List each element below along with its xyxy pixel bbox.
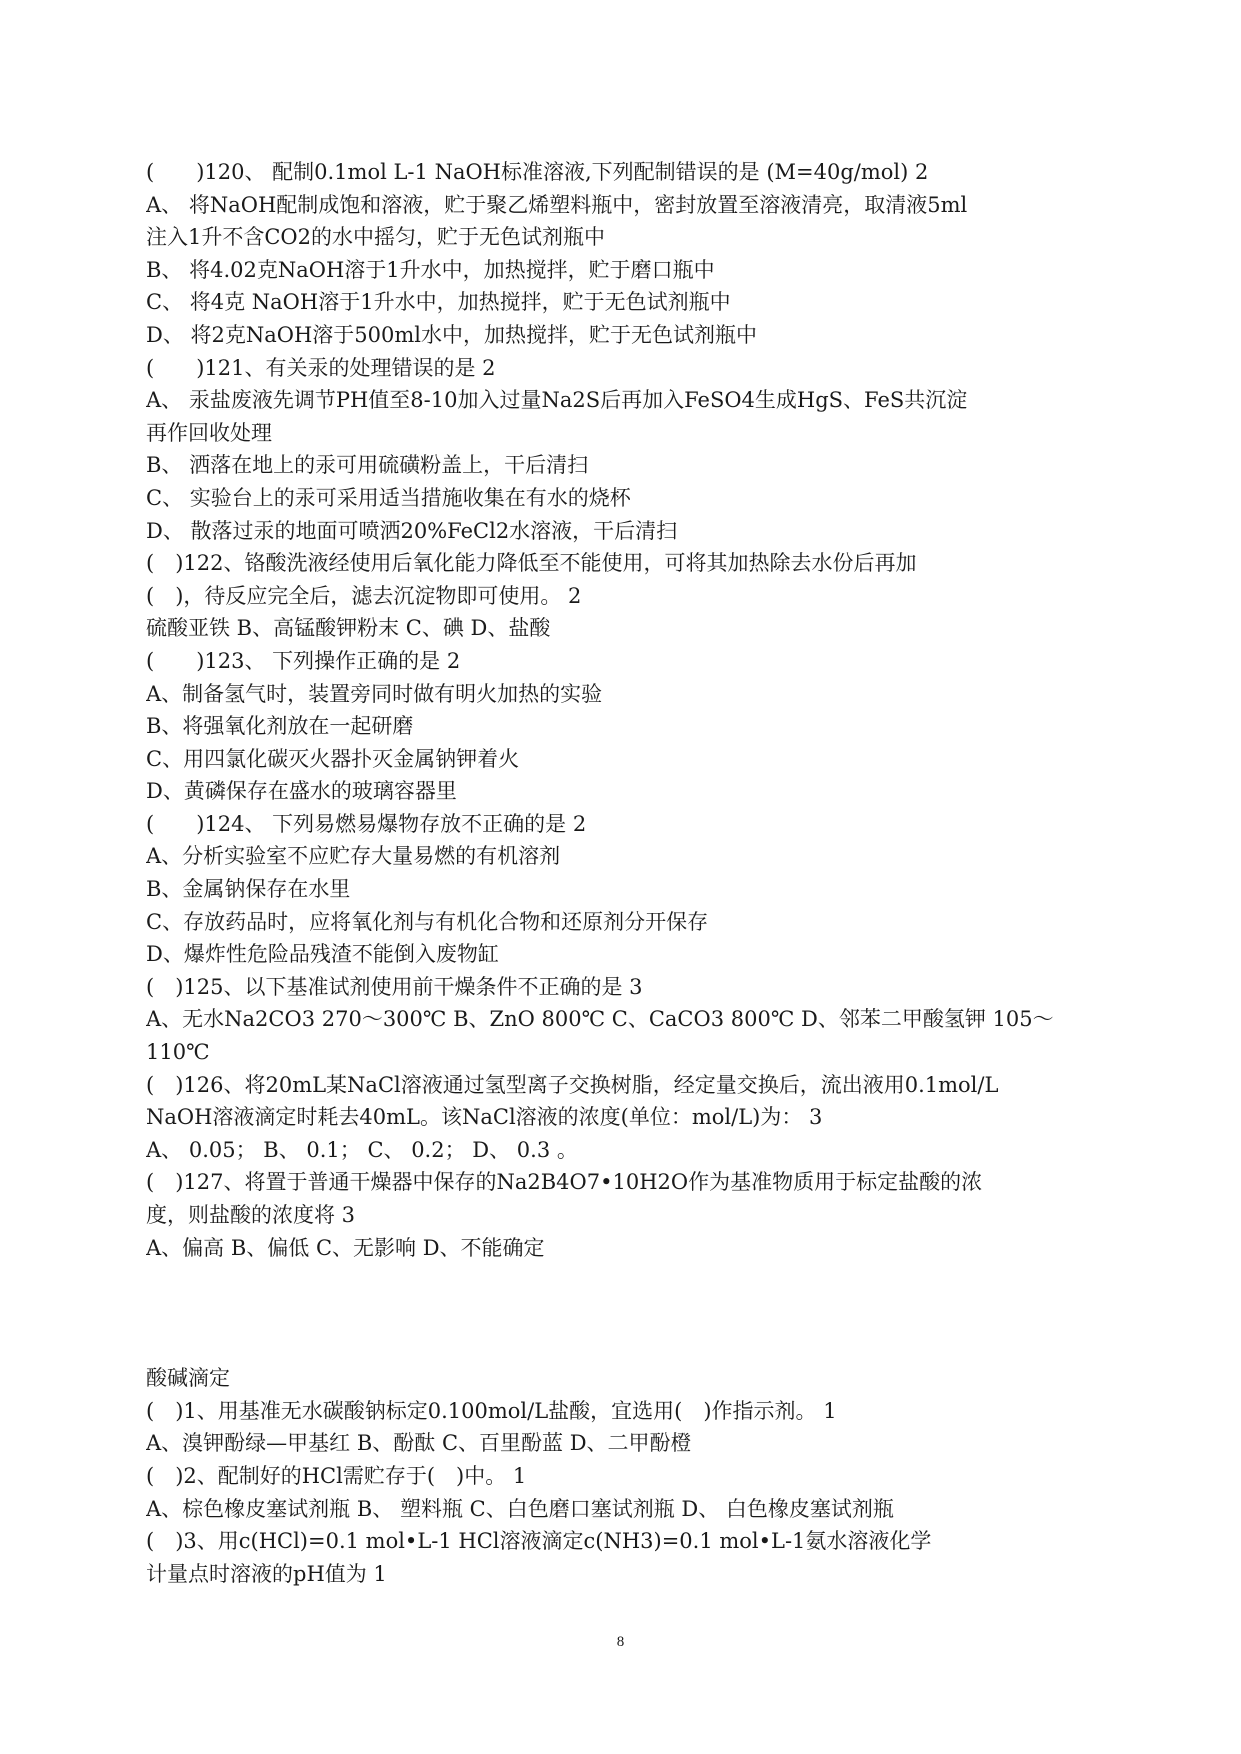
document-body [146,156,1096,1590]
text-line: 110℃ [146,1040,210,1065]
text-line: A、 将NaOH配制成饱和溶液，贮于聚乙烯塑料瓶中，密封放置至溶液清亮，取清液5ml [146,192,968,217]
text-line: B、 洒落在地上的汞可用硫磺粉盖上，干后清扫 [146,453,589,478]
section-gap [146,1264,1096,1362]
text-line: ( )126、将20mL某NaCl溶液通过氢型离子交换树脂，经定量交换后，流出液用0.1mol/L [146,1072,999,1097]
text-line: NaOH溶液滴定时耗去40mL。该NaCl溶液的浓度(单位：mol/L)为： 3 [146,1105,823,1130]
page-number: 8 [616,1634,625,1650]
text-line: B、 将4.02克NaOH溶于1升水中，加热搅拌，贮于磨口瓶中 [146,257,715,282]
text-line: ( )1、用基准无水碳酸钠标定0.100mol/L盐酸，宜选用( )作指示剂。 1 [146,1398,837,1423]
text-line: A、偏高 B、偏低 C、无影响 D、不能确定 [146,1235,545,1260]
text-line: 酸碱滴定 [146,1366,230,1391]
text-line: ( )121、有关汞的处理错误的是 2 [146,355,496,380]
acid-base-titration-section [146,1362,1096,1590]
text-line: ( )127、将置于普通干燥器中保存的Na2B4O7•10H2O作为基准物质用于标定盐酸的浓 [146,1170,983,1195]
text-line: ( )2、配制好的HCl需贮存于( )中。 1 [146,1463,527,1488]
text-line: C、 实验台上的汞可采用适当措施收集在有水的烧杯 [146,485,631,510]
questions-section [146,156,1096,1264]
text-line: D、爆炸性危险品残渣不能倒入废物缸 [146,942,499,967]
text-line: 注入1升不含CO2的水中摇匀，贮于无色试剂瓶中 [146,225,606,250]
text-line: A、溴钾酚绿—甲基红 B、酚酞 C、百里酚蓝 D、二甲酚橙 [146,1431,692,1456]
text-line: B、将强氧化剂放在一起研磨 [146,714,414,739]
text-line: A、 汞盐废液先调节PH值至8-10加入过量Na2S后再加入FeSO4生成HgS、FeS共沉淀 [146,388,968,413]
text-line: D、黄磷保存在盛水的玻璃容器里 [146,779,457,804]
text-line: D、 将2克NaOH溶于500ml水中，加热搅拌，贮于无色试剂瓶中 [146,322,758,347]
text-line: A、棕色橡皮塞试剂瓶 B、 塑料瓶 C、白色磨口塞试剂瓶 D、 白色橡皮塞试剂瓶 [146,1496,894,1521]
text-line: B、金属钠保存在水里 [146,877,351,902]
text-line: C、用四氯化碳灭火器扑灭金属钠钾着火 [146,746,520,771]
text-line: C、 将4克 NaOH溶于1升水中，加热搅拌，贮于无色试剂瓶中 [146,290,731,315]
text-line: ( )123、 下列操作正确的是 2 [146,648,461,673]
text-line: ( )125、以下基准试剂使用前干燥条件不正确的是 3 [146,974,643,999]
text-line: 再作回收处理 [146,420,272,445]
text-line: 计量点时溶液的pH值为 1 [146,1561,387,1586]
text-line: ( )124、 下列易燃易爆物存放不正确的是 2 [146,811,587,836]
text-line: A、分析实验室不应贮存大量易燃的有机溶剂 [146,844,561,869]
text-line: 硫酸亚铁 B、高锰酸钾粉末 C、碘 D、盐酸 [146,616,551,641]
text-line: ( )122、铬酸洗液经使用后氧化能力降低至不能使用，可将其加热除去水份后再加 [146,551,917,576]
text-line: C、存放药品时，应将氧化剂与有机化合物和还原剂分开保存 [146,909,709,934]
text-line: 度，则盐酸的浓度将 3 [146,1203,356,1227]
text-line: ( )120、 配制0.1mol L-1 NaOH标准溶液,下列配制错误的是 (M=40g/mol) 2 [146,160,929,184]
text-line: A、制备氢气时，装置旁同时做有明火加热的实验 [146,681,603,706]
text-line: ( )3、用c(HCl)=0.1 mol•L-1 HCl溶液滴定c(NH3)=0.1 mol•L-1氨水溶液化学 [146,1529,932,1554]
text-line: D、 散落过汞的地面可喷洒20%FeCl2水溶液，干后清扫 [146,518,678,543]
text-line: A、无水Na2CO3 270～300℃ B、ZnO 800℃ C、CaCO3 800℃ D、邻苯二甲酸氢钾 105～ [146,1007,1054,1032]
text-line: A、 0.05； B、 0.1； C、 0.2； D、 0.3 。 [146,1137,578,1162]
text-line: ( )，待反应完全后，滤去沉淀物即可使用。 2 [146,583,582,608]
